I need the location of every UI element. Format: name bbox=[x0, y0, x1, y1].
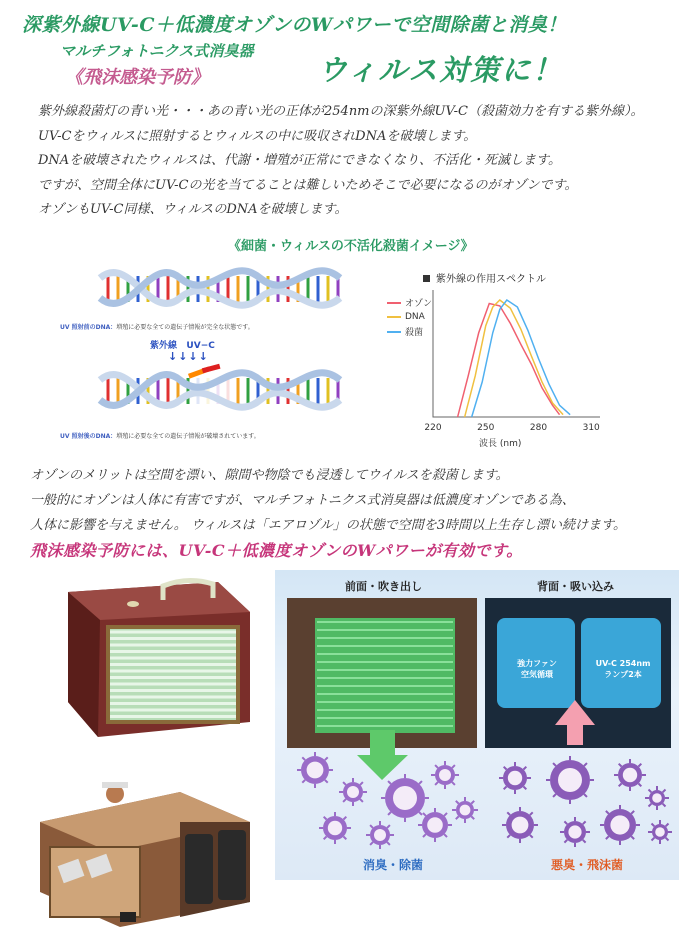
inside-lamp-label: UV-C 254nm ランプ2本 bbox=[595, 659, 651, 679]
device-front-photo bbox=[28, 572, 253, 742]
virus-icon bbox=[614, 759, 646, 791]
legend-item: 殺菌 bbox=[387, 325, 432, 338]
panel-graphic bbox=[275, 570, 679, 880]
dna-after-caption: UV 照射後のDNA：増殖に必要な全ての遺伝子情報が破壊されています。 bbox=[60, 433, 260, 440]
virus-measure-title: ウィルス対策に！ bbox=[318, 53, 564, 87]
legend-item: DNA bbox=[387, 312, 432, 322]
dna-helix-after bbox=[100, 364, 340, 407]
uv-arrows: ↓↓↓↓ bbox=[168, 350, 209, 363]
x-axis-label: 波長 (nm) bbox=[479, 439, 522, 449]
headline: 深紫外線UV-C＋低濃度オゾンのWパワーで空間除菌と消臭！ bbox=[22, 14, 567, 36]
product-name: マルチフォトニクス式消臭器 bbox=[60, 42, 254, 60]
diagram-caption: 《細菌・ウィルスの不活化殺菌イメージ》 bbox=[228, 239, 474, 254]
virus-icon bbox=[560, 817, 590, 847]
virus-icon bbox=[431, 761, 459, 789]
dna-illustration bbox=[60, 258, 380, 448]
merit-line: オゾンのメリットは空間を漂い、隙間や物陰でも浸透してウイルスを殺菌します。 bbox=[30, 468, 509, 483]
prevention-label: 《飛沫感染予防》 bbox=[65, 67, 209, 88]
virus-icon bbox=[452, 797, 478, 823]
legend-item: オゾン bbox=[387, 296, 432, 309]
virus-icon bbox=[381, 774, 429, 822]
dna-before-text: 増殖に必要な全ての遺伝子情報が完全な状態です。 bbox=[116, 324, 254, 331]
spectrum-chart bbox=[375, 262, 615, 452]
dna-helix-graphic bbox=[60, 258, 380, 448]
merit-text bbox=[30, 463, 680, 538]
intro-text bbox=[38, 100, 678, 223]
virus-icon bbox=[499, 762, 531, 794]
virus-icon bbox=[339, 778, 367, 806]
series-line bbox=[458, 304, 560, 417]
intro-line: オゾンもUV-C同様、ウィルスのDNAを破壊します。 bbox=[38, 202, 348, 217]
virus-icon bbox=[502, 807, 538, 843]
virus-icon bbox=[648, 820, 672, 844]
chart-title: 紫外線の作用スペクトル bbox=[423, 270, 546, 285]
inside-fan-label: 強力ファン 空気循環 bbox=[517, 659, 557, 679]
virus-icon bbox=[600, 805, 640, 845]
merit-line: 一般的にオゾンは人体に有害ですが、マルチフォトニクス式消臭器は低濃度オゾンである為、 bbox=[30, 493, 575, 508]
dna-helix-before bbox=[100, 271, 340, 305]
chart-legend bbox=[387, 296, 432, 338]
virus-icon bbox=[645, 786, 669, 810]
front-title: 前面・吹き出し bbox=[345, 580, 422, 593]
virus-icon bbox=[319, 812, 351, 844]
device-back-photo bbox=[30, 752, 255, 932]
x-tick-label: 310 bbox=[582, 423, 600, 433]
x-tick-label: 250 bbox=[477, 423, 495, 433]
virus-icon bbox=[418, 808, 452, 842]
virus-icon bbox=[546, 756, 594, 804]
chart-axis bbox=[433, 290, 600, 417]
intro-line: ですが、空間全体にUV-Cの光を当てることは難しいためそこで必要になるのがオゾンです。 bbox=[38, 177, 578, 193]
virus-icon bbox=[366, 821, 394, 849]
chart-plot bbox=[375, 262, 615, 452]
intro-line: DNAを破壊されたウィルスは、代謝・増殖が正常にできなくなり、不活化・死滅します。 bbox=[38, 153, 561, 168]
result-left-label: 消臭・除菌 bbox=[363, 858, 424, 872]
function-panel bbox=[275, 570, 679, 880]
dna-after-text: 増殖に必要な全ての遺伝子情報が破壊されています。 bbox=[116, 433, 260, 440]
back-title: 背面・吸い込み bbox=[537, 580, 614, 593]
x-tick-label: 220 bbox=[424, 423, 442, 433]
x-tick-label: 280 bbox=[529, 423, 548, 433]
series-line bbox=[472, 300, 570, 417]
virus-icon bbox=[297, 752, 333, 788]
uv-label: 紫外線 UV−C bbox=[150, 341, 215, 351]
intro-line: 紫外線殺菌灯の青い光・・・あの青い光の正体が254nmの深紫外線UV-C（殺菌効力を有する紫外線）。 bbox=[38, 104, 644, 119]
emphasis-line: 飛沫感染予防には、UV-C＋低濃度オゾンのWパワーが有効です。 bbox=[30, 541, 523, 560]
result-right-label: 悪臭・飛沫菌 bbox=[551, 858, 624, 872]
merit-line: 人体に影響を与えません。 ウィルスは「エアロゾル」の状態で空間を3時間以上生存し漂い続けます。 bbox=[30, 518, 626, 533]
intro-line: UV-Cをウィルスに照射するとウィルスの中に吸収されDNAを破壊します。 bbox=[38, 128, 477, 144]
dna-before-caption: UV 照射前のDNA：増殖に必要な全ての遺伝子情報が完全な状態です。 bbox=[60, 324, 254, 331]
